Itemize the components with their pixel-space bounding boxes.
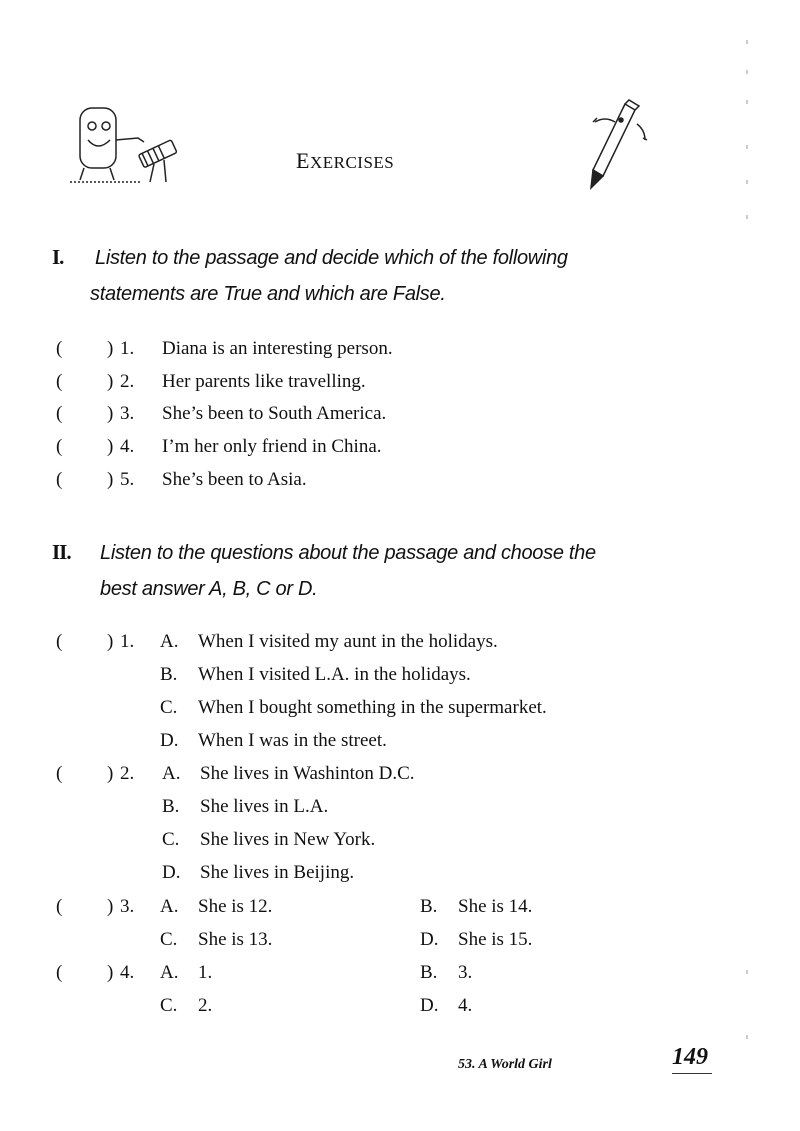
instruction-line: Listen to the passage and decide which of the following [95, 247, 568, 269]
answer-blank-open[interactable]: ( [56, 338, 63, 359]
answer-blank-close: ) [107, 962, 114, 983]
page-title: EXERCISES [296, 148, 395, 173]
question-4 [50, 957, 750, 989]
section-1-instruction [90, 240, 715, 312]
option-d: D. She lives in Beijing. [162, 862, 355, 883]
answer-blank-open[interactable]: ( [56, 403, 63, 424]
statement-text: She’s been to South America. [162, 403, 387, 424]
statement-text: Diana is an interesting person. [162, 338, 393, 359]
answer-blank-close: ) [107, 469, 114, 490]
option-a: A. 1. [160, 962, 213, 983]
mascot-illustration [70, 100, 190, 190]
question-3 [50, 891, 750, 923]
tf-item-3 [50, 398, 750, 430]
item-number: 1. [120, 338, 135, 359]
instruction-line: statements are True and which are False. [90, 283, 446, 305]
section-2-number: II. [52, 540, 71, 564]
question-number: 3. [120, 896, 135, 917]
answer-blank-close: ) [107, 403, 114, 424]
question-number: 4. [120, 962, 135, 983]
section-1-number: I. [52, 245, 64, 269]
answer-blank-close: ) [107, 371, 114, 392]
item-number: 4. [120, 436, 135, 457]
option-c: C. She is 13. [160, 929, 273, 950]
option-c: C. She lives in New York. [162, 829, 376, 850]
statement-text: She’s been to Asia. [162, 469, 307, 490]
answer-blank-open[interactable]: ( [56, 436, 63, 457]
answer-blank-close: ) [107, 763, 114, 784]
answer-blank-open[interactable]: ( [56, 763, 63, 784]
option-d: D. 4. [420, 995, 473, 1016]
option-b: B. She lives in L.A. [162, 796, 329, 817]
option-c: C. 2. [160, 995, 213, 1016]
answer-blank-close: ) [107, 896, 114, 917]
option-a: A. She is 12. [160, 896, 273, 917]
pencil-icon [585, 98, 655, 193]
item-number: 3. [120, 403, 135, 424]
statement-text: I’m her only friend in China. [162, 436, 382, 457]
instruction-line: Listen to the questions about the passage and choose the [100, 542, 596, 564]
tf-item-5 [50, 464, 750, 496]
chapter-title: 53. A World Girl [458, 1057, 552, 1072]
section-2-instruction [100, 535, 720, 607]
answer-blank-open[interactable]: ( [56, 962, 63, 983]
answer-blank-open[interactable]: ( [56, 896, 63, 917]
page-number: 149 [672, 1044, 712, 1074]
tf-item-2 [50, 366, 750, 398]
tf-item-1 [50, 333, 750, 365]
answer-blank-open[interactable]: ( [56, 631, 63, 652]
option-a: A. She lives in Washinton D.C. [162, 763, 415, 784]
answer-blank-close: ) [107, 338, 114, 359]
answer-blank-close: ) [107, 436, 114, 457]
answer-blank-open[interactable]: ( [56, 371, 63, 392]
option-b: B. When I visited L.A. in the holidays. [160, 664, 471, 685]
item-number: 5. [120, 469, 135, 490]
option-d: D. When I was in the street. [160, 730, 387, 751]
option-c: C. When I bought something in the supermarket. [160, 697, 547, 718]
answer-blank-open[interactable]: ( [56, 469, 63, 490]
tf-item-4 [50, 431, 750, 463]
scan-edge-marks [745, 40, 755, 1040]
question-number: 2. [120, 763, 135, 784]
instruction-line: best answer A, B, C or D. [100, 578, 318, 600]
statement-text: Her parents like travelling. [162, 371, 366, 392]
option-b: B. She is 14. [420, 896, 533, 917]
option-a: A. When I visited my aunt in the holidays. [160, 631, 498, 652]
item-number: 2. [120, 371, 135, 392]
answer-blank-close: ) [107, 631, 114, 652]
option-b: B. 3. [420, 962, 473, 983]
option-d: D. She is 15. [420, 929, 533, 950]
question-number: 1. [120, 631, 135, 652]
